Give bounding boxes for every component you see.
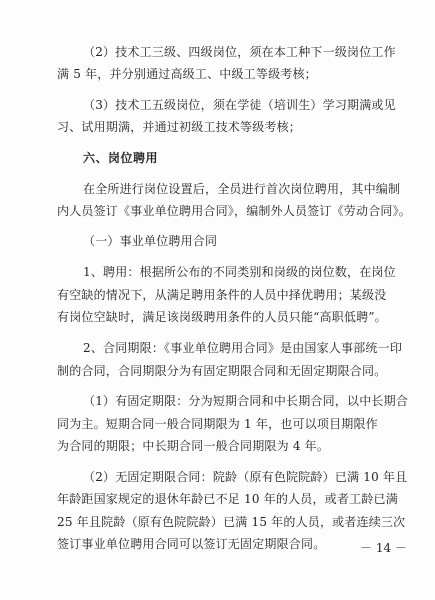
body-text-line: 有空缺的情况下，从满足聘用条件的人员中择优聘用；某级没 — [57, 288, 387, 302]
body-text-line: 25 年且院龄（原有色院院龄）已满 15 年的人员，或者连续三次 — [57, 515, 406, 529]
body-text-line: 1、聘用：根据所公布的不同类别和岗级的岗位数，在岗位 — [83, 265, 396, 279]
section-heading: 六、岗位聘用 — [83, 151, 159, 165]
body-text-line: （1）有固定期限：分为短期合同和中长期合同，以中长期合 — [83, 394, 409, 408]
body-text-line: 有岗位空缺时，满足该岗级聘用条件的人员只能“高职低聘”。 — [57, 310, 387, 324]
body-text-line: 内人员签订《事业单位聘用合同》，编制外人员签订《劳动合同》。 — [57, 204, 412, 218]
body-text-line: 为合同的期限；中长期合同一般合同期限为 4 年。 — [57, 439, 330, 453]
body-text-line: 签订事业单位聘用合同可以签订无固定期限合同。 — [57, 537, 326, 551]
body-text-line: 年龄距国家规定的退休年龄已不足 10 年的人员，或者工龄已满 — [57, 492, 398, 506]
body-text-line: 同为主。短期合同一般合同期限为 1 年，也可以项目期限作 — [57, 417, 378, 431]
body-text-line: 2、合同期限：《事业单位聘用合同》是由国家人事部统一印 — [83, 341, 403, 355]
body-text-line: （2）无固定期限合同：院龄（原有色院院龄）已满 10 年且 — [83, 470, 408, 484]
subsection-heading: （一）事业单位聘用合同 — [83, 234, 218, 248]
body-text-line: （2）技术工三级、四级岗位，须在本工种下一级岗位工作 — [83, 45, 396, 59]
body-text-line: 习、试用期满，并通过初级工技术等级考核； — [57, 120, 302, 134]
body-text-line: （3）技术工五级岗位，须在学徒（培训生）学习期满或见 — [83, 98, 396, 112]
body-text-line: 在全所进行岗位设置后，全员进行首次岗位聘用，其中编制 — [83, 182, 401, 196]
body-text-line: 制的合同，合同期限分为有固定期限合同和无固定期限合同。 — [57, 364, 387, 378]
page-number: － 14 － — [360, 541, 407, 555]
body-text-line: 满 5 年，并分别通过高级工、中级工等级考核； — [57, 67, 317, 81]
